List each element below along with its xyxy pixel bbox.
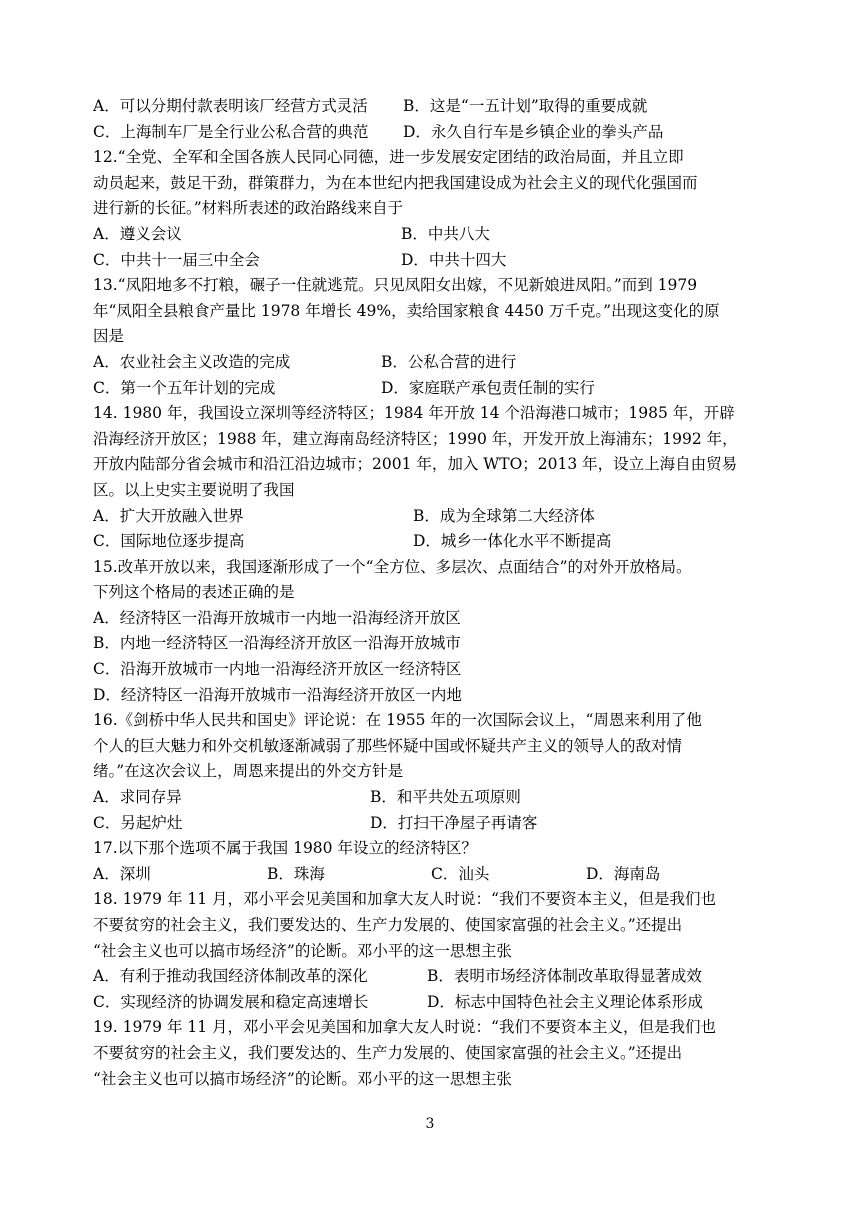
answer-option: C．上海制车厂是全行业公私合营的典范 xyxy=(93,122,369,141)
answer-option: B．公私合营的进行 xyxy=(381,352,517,371)
text-line: 不要贫穷的社会主义，我们要发达的、生产力发展的、使国家富强的社会主义。”还提出 xyxy=(93,1043,683,1062)
answer-option: B．成为全球第二大经济体 xyxy=(413,506,595,525)
answer-option: D．标志中国特色社会主义理论体系形成 xyxy=(427,992,703,1011)
text-line: B．内地一经济特区一沿海经济开放区一沿海开放城市 xyxy=(93,634,461,653)
text-line: 12.“全党、全军和全国各族人民同心同德，进一步发展安定团结的政治局面，并且立即 xyxy=(93,148,684,167)
text-line: 个人的巨大魅力和外交机敏逐渐减弱了那些怀疑中国或怀疑共产主义的领导人的敌对情 xyxy=(93,736,683,755)
text-line: 14. 1980 年，我国设立深圳等经济特区；1984 年开放 14 个沿海港口城市；1985 年，开辟 xyxy=(93,404,735,423)
answer-options-row xyxy=(93,990,783,1016)
answer-options-row xyxy=(93,862,783,888)
text-line: 17.以下那个选项不属于我国 1980 年设立的经济特区？ xyxy=(93,839,477,858)
page-number: 3 xyxy=(425,1116,435,1132)
answer-option: A．遵义会议 xyxy=(93,224,182,243)
answer-option: D．海南岛 xyxy=(586,864,661,883)
text-line: 区。以上史实主要说明了我国 xyxy=(93,480,295,499)
answer-option: A．深圳 xyxy=(93,864,151,883)
answer-option: C．汕头 xyxy=(431,864,490,883)
text-line: “社会主义也可以搞市场经济”的论断。邓小平的这一思想主张 xyxy=(93,1069,512,1088)
text-line: 13.“凤阳地多不打粮，碾子一住就逃荒。只见凤阳女出嫁，不见新娘进凤阳。”而到 1979 xyxy=(93,276,698,295)
text-line: 动员起来，鼓足干劲，群策群力，为在本世纪内把我国建设成为社会主义的现代化强国而 xyxy=(93,173,698,192)
answer-option: A．求同存异 xyxy=(93,788,182,807)
answer-options-row xyxy=(93,350,783,376)
answer-option: B．这是“一五计划”取得的重要成就 xyxy=(403,97,648,115)
answer-option: D．家庭联产承包责任制的实行 xyxy=(381,378,595,397)
text-line: 绪。”在这次会议上，周恩来提出的外交方针是 xyxy=(93,762,404,781)
text-line: 15.改革开放以来，我国逐渐形成了一个“全方位、多层次、点面结合”的对外开放格局。 xyxy=(93,557,692,576)
answer-option: A．扩大开放融入世界 xyxy=(93,506,244,525)
text-line: 16.《剑桥中华人民共和国史》评论说：在 1955 年的一次国际会议上，“周恩来利用了他 xyxy=(93,711,702,730)
answer-option: A．农业社会主义改造的完成 xyxy=(93,352,291,371)
text-line: 开放内陆部分省会城市和沿江沿边城市；2001 年，加入 WTO；2013 年，设立上海自由贸易 xyxy=(93,455,738,474)
answer-options-row xyxy=(93,248,783,274)
text-line: 沿海经济开放区；1988 年，建立海南岛经济特区；1990 年，开发开放上海浦东；1992 年， xyxy=(93,429,738,448)
text-line: 19. 1979 年 11 月，邓小平会见美国和加拿大友人时说：“我们不要资本主义，但是我们也 xyxy=(93,1018,716,1037)
answer-option: C．国际地位逐步提高 xyxy=(93,532,245,551)
answer-option: C．实现经济的协调发展和稳定高速增长 xyxy=(93,992,369,1011)
answer-option: A．有利于推动我国经济体制改革的深化 xyxy=(93,967,368,986)
text-line: “社会主义也可以搞市场经济”的论断。邓小平的这一思想主张 xyxy=(93,941,512,960)
answer-option: A．可以分期付款表明该厂经营方式灵活 xyxy=(93,97,368,115)
answer-option: D．打扫干净屋子再请客 xyxy=(370,813,538,832)
text-line: 18. 1979 年 11 月，邓小平会见美国和加拿大友人时说：“我们不要资本主义，但是我们也 xyxy=(93,890,716,909)
answer-options-row xyxy=(93,222,783,248)
answer-option: C．另起炉灶 xyxy=(93,813,183,832)
answer-option: D．永久自行车是乡镇企业的拳头产品 xyxy=(403,122,664,141)
answer-options-row xyxy=(93,120,783,146)
answer-options-row xyxy=(93,964,783,990)
text-line: 年“凤阳全县粮食产量比 1978 年增长 49%，卖给国家粮食 4450 万千克。”出现这变化的原 xyxy=(93,301,720,320)
answer-option: B．和平共处五项原则 xyxy=(370,788,521,807)
text-line: C．沿海开放城市一内地一沿海经济开放区一经济特区 xyxy=(93,660,462,679)
text-line: 下列这个格局的表述正确的是 xyxy=(93,583,295,602)
answer-options-row xyxy=(93,811,783,837)
answer-options-row xyxy=(93,529,783,555)
answer-option: B．珠海 xyxy=(267,864,325,883)
text-line: A．经济特区一沿海开放城市一内地一沿海经济开放区 xyxy=(93,608,461,627)
text-line: 不要贫穷的社会主义，我们要发达的、生产力发展的、使国家富强的社会主义。”还提出 xyxy=(93,916,683,934)
answer-options-row xyxy=(93,94,783,120)
text-line: 因是 xyxy=(93,327,125,346)
text-line: 进行新的长征。”材料所表述的政治路线来自于 xyxy=(93,199,404,218)
answer-option: C．第一个五年计划的完成 xyxy=(93,378,276,397)
answer-option: B．中共八大 xyxy=(401,224,490,243)
answer-options-row xyxy=(93,785,783,811)
answer-option: B．表明市场经济体制改革取得显著成效 xyxy=(427,967,702,986)
exam-content xyxy=(93,94,783,1092)
text-line: D．经济特区一沿海开放城市一沿海经济开放区一内地 xyxy=(93,685,462,704)
answer-options-row xyxy=(93,504,783,530)
answer-option: C．中共十一届三中全会 xyxy=(93,250,260,269)
answer-option: D．中共十四大 xyxy=(401,250,507,269)
answer-options-row xyxy=(93,376,783,402)
answer-option: D．城乡一体化水平不断提高 xyxy=(413,532,612,551)
